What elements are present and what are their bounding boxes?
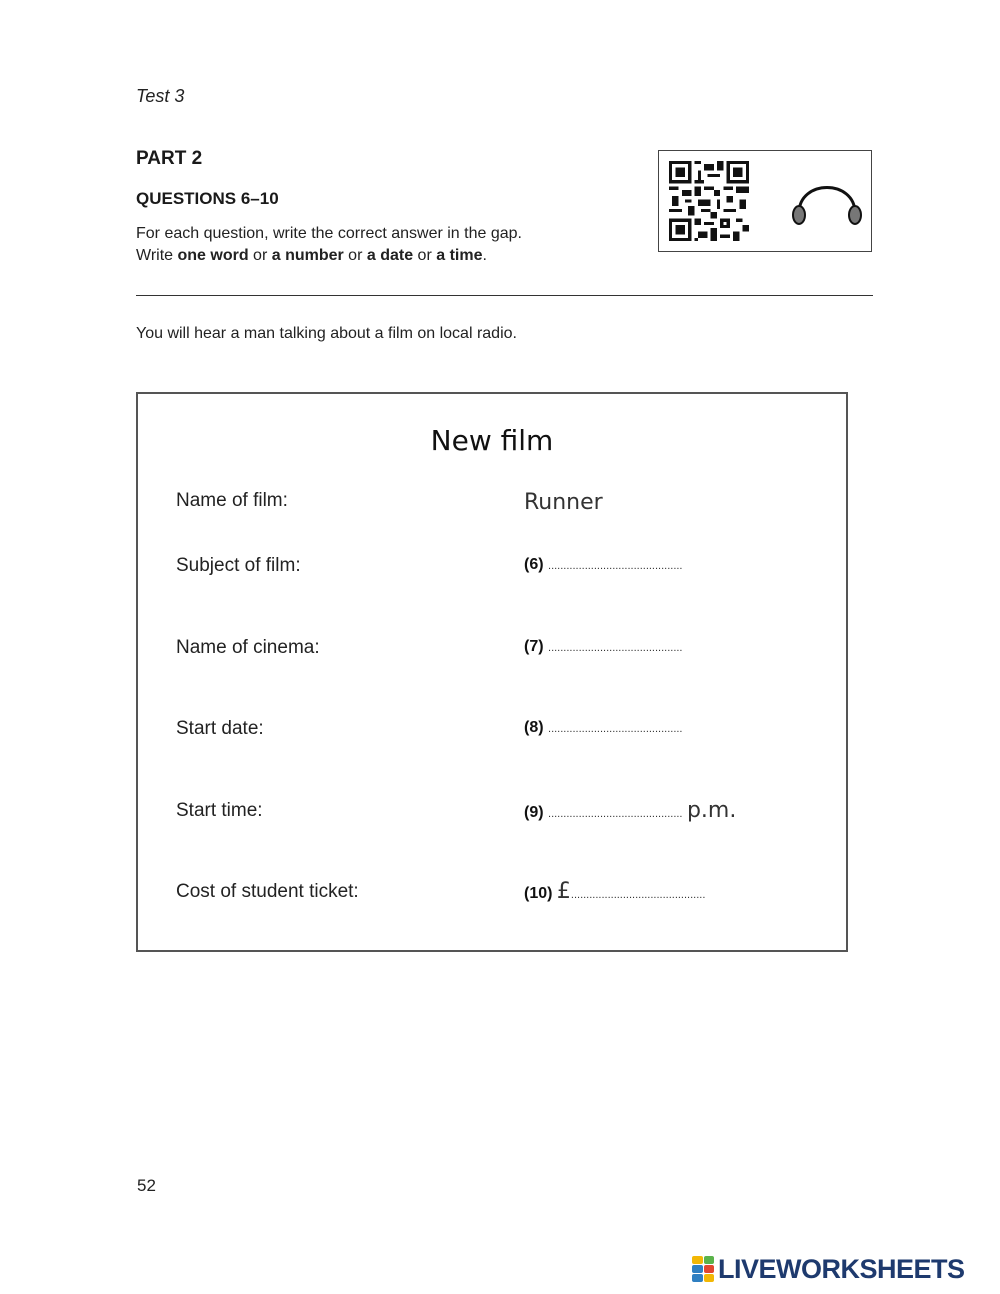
row-label-subject: Subject of film: bbox=[176, 555, 301, 576]
form-title: New film bbox=[430, 424, 554, 457]
answer-dots: ............................................ bbox=[548, 808, 683, 820]
instr-bold: a date bbox=[366, 247, 414, 264]
logo-text: LIVEWORKSHEETS bbox=[718, 1253, 965, 1284]
instr-bold: one word bbox=[177, 247, 249, 264]
currency-prefix: £ bbox=[556, 879, 571, 904]
liveworksheets-logo-mark-icon bbox=[692, 1256, 714, 1282]
answer-dots: ............................................ bbox=[548, 642, 683, 654]
qr-code-icon[interactable] bbox=[669, 161, 749, 241]
instr-text: or bbox=[413, 247, 437, 264]
instr-text: or bbox=[343, 247, 367, 264]
instruction-line-2 bbox=[136, 247, 487, 265]
answer-dots: ............................................ bbox=[570, 889, 706, 901]
test-label: Test 3 bbox=[136, 86, 185, 106]
divider bbox=[136, 295, 873, 296]
question-number: (9) bbox=[524, 804, 544, 821]
answer-gap-9[interactable] bbox=[524, 798, 736, 823]
question-number: (7) bbox=[524, 638, 544, 655]
question-number: (10) bbox=[524, 885, 553, 902]
row-label-ticket-cost: Cost of student ticket: bbox=[176, 881, 359, 902]
liveworksheets-logo[interactable] bbox=[692, 1254, 965, 1284]
audio-box[interactable] bbox=[658, 150, 872, 252]
instr-text: Write bbox=[136, 247, 178, 264]
row-label-start-date: Start date: bbox=[176, 718, 264, 739]
answer-gap-10[interactable] bbox=[524, 879, 705, 904]
row-label-start-time: Start time: bbox=[176, 800, 263, 821]
answer-dots: ............................................ bbox=[548, 723, 683, 735]
part-title: PART 2 bbox=[136, 148, 203, 169]
answer-gap-6[interactable] bbox=[524, 556, 683, 574]
answer-suffix: p.m. bbox=[686, 798, 737, 823]
instruction-line-1: For each question, write the correct answer in the gap. bbox=[136, 225, 522, 242]
instr-bold: a number bbox=[271, 247, 344, 264]
questions-title: QUESTIONS 6–10 bbox=[136, 189, 279, 208]
answer-gap-8[interactable] bbox=[524, 719, 683, 737]
intro-text: You will hear a man talking about a film on local radio. bbox=[136, 325, 517, 342]
row-label-film-name: Name of film: bbox=[176, 490, 288, 511]
row-label-cinema: Name of cinema: bbox=[176, 637, 320, 658]
form-box bbox=[136, 392, 848, 952]
answer-gap-7[interactable] bbox=[524, 638, 683, 656]
page-number: 52 bbox=[137, 1176, 156, 1195]
headphones-icon bbox=[789, 169, 865, 233]
instr-text: . bbox=[482, 247, 487, 264]
instr-text: or bbox=[248, 247, 272, 264]
answer-dots: ............................................ bbox=[548, 560, 683, 572]
answer-film-name: Runner bbox=[524, 490, 603, 515]
question-number: (8) bbox=[524, 719, 544, 736]
question-number: (6) bbox=[524, 556, 544, 573]
instr-bold: a time bbox=[436, 247, 483, 264]
